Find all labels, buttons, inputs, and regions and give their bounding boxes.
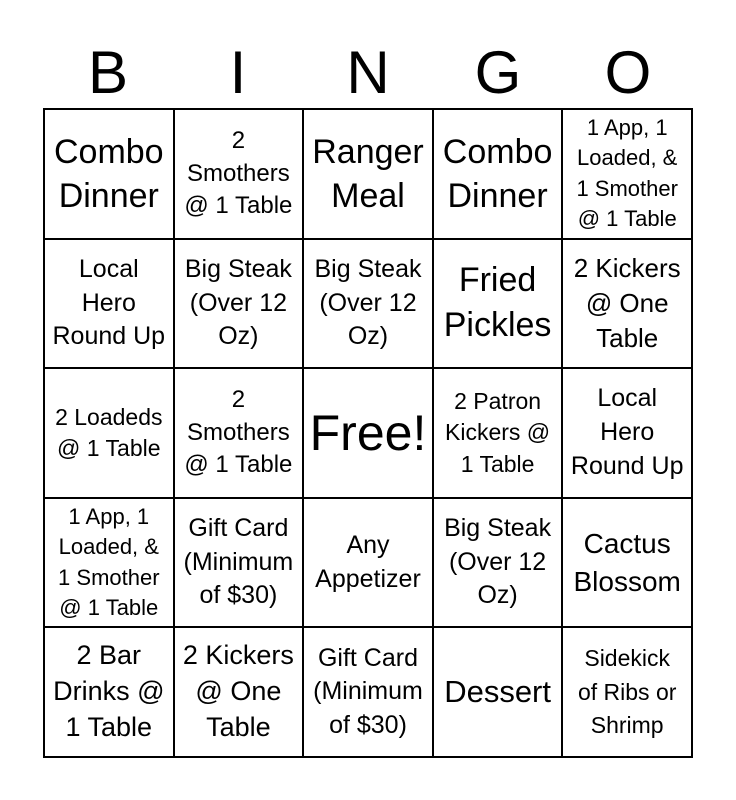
bingo-cell (174, 368, 304, 498)
bingo-cell (562, 239, 692, 369)
cell-text: 2 Kickers @ One Table (182, 640, 294, 743)
bingo-cell (562, 109, 692, 239)
bingo-cell (433, 368, 563, 498)
bingo-cell (174, 109, 304, 239)
bingo-cell (433, 109, 563, 239)
bingo-cell (174, 627, 304, 757)
cell-text: Any Appetizer (315, 530, 421, 593)
cell-text: 2 Loadeds @ 1 Table (55, 403, 163, 461)
cell-text: Combo Dinner (53, 132, 164, 215)
header-letter-n: N (346, 39, 390, 106)
bingo-cell (433, 627, 563, 757)
header-letter-b: B (87, 39, 129, 106)
cell-text: 2 Bar Drinks @ 1 Table (53, 640, 165, 743)
cell-text: 1 App, 1 Loaded, & 1 Smother @ 1 Table (576, 115, 678, 232)
bingo-cell (433, 498, 563, 628)
bingo-cell (44, 239, 174, 369)
bingo-cell (303, 109, 433, 239)
cell-text: Local Hero Round Up (570, 384, 684, 480)
bingo-cell (44, 627, 174, 757)
bingo-cell (562, 368, 692, 498)
bingo-cell (433, 239, 563, 369)
bingo-cell (303, 498, 433, 628)
bingo-cell (44, 368, 174, 498)
bingo-cell (562, 627, 692, 757)
cell-text: 2 Smothers @ 1 Table (184, 386, 293, 479)
cell-text: Gift Card (Minimum of $30) (183, 513, 294, 610)
cell-text: Local Hero Round Up (52, 254, 166, 351)
bingo-card-grid (43, 108, 693, 758)
bingo-header (43, 38, 693, 108)
bingo-cell (303, 239, 433, 369)
header-letter-i: I (229, 39, 247, 106)
bingo-cell (562, 498, 692, 628)
cell-text: Ranger Meal (312, 132, 424, 215)
cell-text: 1 App, 1 Loaded, & 1 Smother @ 1 Table (58, 503, 160, 620)
cell-text: Gift Card (Minimum of $30) (313, 643, 423, 740)
free-space-cell (303, 368, 433, 498)
cell-text: Sidekick of Ribs or Shrimp (577, 645, 677, 738)
cell-text: Cactus Blossom (573, 527, 681, 597)
cell-text: 2 Kickers @ One Table (573, 252, 681, 353)
cell-text: Dessert (444, 674, 551, 710)
cell-text: 2 Smothers @ 1 Table (184, 127, 293, 219)
cell-text: Free! (309, 404, 427, 461)
bingo-cell (44, 109, 174, 239)
header-letter-g: G (474, 39, 522, 106)
cell-text: Fried Pickles (443, 260, 552, 345)
cell-text: Big Steak (Over 12 Oz) (314, 254, 422, 351)
bingo-cell (44, 498, 174, 628)
bingo-cell (303, 627, 433, 757)
cell-text: Big Steak (Over 12 Oz) (444, 513, 552, 610)
header-letter-o: O (604, 39, 652, 106)
bingo-cell (174, 239, 304, 369)
bingo-cell (174, 498, 304, 628)
cell-text: 2 Patron Kickers @ 1 Table (445, 388, 551, 477)
cell-text: Big Steak (Over 12 Oz) (184, 254, 292, 351)
cell-text: Combo Dinner (442, 132, 553, 215)
